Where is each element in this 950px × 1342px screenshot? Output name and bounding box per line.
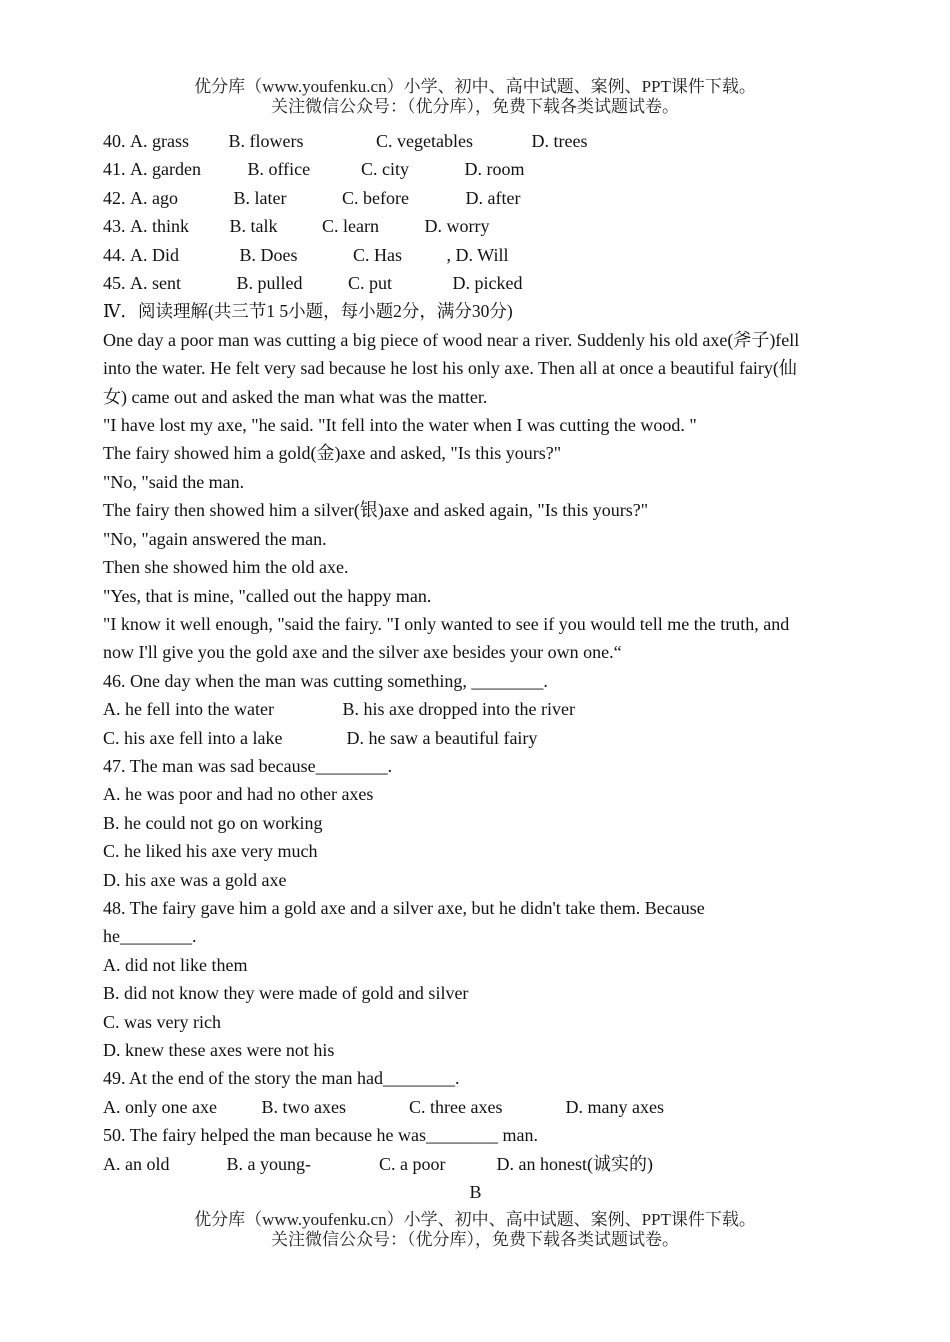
option-d: D. his axe was a gold axe [103, 869, 287, 890]
page-header [0, 77, 950, 117]
passage-line: 女) came out and asked the man what was the matter. [103, 386, 488, 407]
option-num: 44. [103, 244, 126, 265]
question-46-options-row1 [103, 695, 848, 723]
option-b: B. he could not go on working [103, 812, 323, 833]
passage-line: "No, "again answered the man. [103, 528, 327, 549]
question-49-options [103, 1093, 848, 1121]
option-c: C. put [348, 273, 393, 294]
question-46-stem: 46. One day when the man was cutting something, ________. [103, 670, 548, 691]
option-a: A. sent [130, 273, 181, 294]
option-num: 41. [103, 159, 126, 180]
option-d: D. knew these axes were not his [103, 1040, 335, 1060]
passage-line: now I'll give you the gold axe and the silver axe besides your own one.“ [103, 642, 622, 663]
option-a: A. garden [130, 159, 201, 180]
passage-line: One day a poor man was cutting a big piece of wood near a river. Suddenly his old axe(斧子)fell [103, 329, 800, 350]
option-num: 45. [103, 273, 126, 294]
option-b: B. did not know they were made of gold and silver [103, 983, 469, 1004]
header-line-1: 优分库（www.youfenku.cn）小学、初中、高中试题、案例、PPT课件下载。 [194, 77, 756, 96]
question-48-stem-cont: he________. [103, 926, 197, 947]
cloze-row-43 [103, 212, 848, 240]
option-b: B. Does [239, 244, 298, 265]
option-a: A. think [130, 216, 190, 237]
option-a: A. Did [130, 244, 179, 265]
cloze-row-40 [103, 127, 848, 155]
option-d: D. room [464, 159, 525, 180]
option-a: A. he fell into the water [103, 699, 274, 720]
cloze-row-45 [103, 269, 848, 297]
option-b: B. office [247, 159, 311, 180]
option-d: D. he saw a beautiful fairy [346, 727, 538, 748]
question-46-options-row2 [103, 724, 848, 752]
option-c: C. a poor [379, 1153, 446, 1174]
question-50-options [103, 1150, 848, 1178]
cloze-row-42 [103, 184, 848, 212]
option-c: C. was very rich [103, 1011, 221, 1032]
option-a: A. ago [130, 187, 178, 208]
option-c: C. vegetables [376, 131, 473, 151]
option-a: A. an old [103, 1153, 170, 1174]
passage-line: The fairy then showed him a silver(银)axe and asked again, "Is this yours?" [103, 500, 649, 521]
option-b: B. flowers [228, 131, 304, 151]
option-d: D. trees [531, 131, 588, 151]
option-d: D. picked [452, 273, 523, 294]
passage-line: The fairy showed him a gold(金)axe and asked, "Is this yours?" [103, 443, 562, 464]
option-a: A. only one axe [103, 1096, 217, 1117]
option-a: A. grass [130, 131, 189, 151]
cloze-row-41 [103, 155, 848, 183]
passage-line: "I know it well enough, "said the fairy. "I only wanted to see if you would tell me the truth, and [103, 613, 790, 634]
passage-line: Then she showed him the old axe. [103, 557, 349, 578]
option-c: C. his axe fell into a lake [103, 727, 283, 748]
option-d: D. an honest(诚实的) [496, 1153, 653, 1174]
option-a: A. did not like them [103, 954, 248, 975]
question-47-stem: 47. The man was sad because________. [103, 755, 393, 776]
option-c: C. city [361, 159, 409, 180]
option-b: B. talk [229, 216, 278, 237]
header-line-2: 关注微信公众号：（优分库），免费下载各类试题试卷。 [271, 97, 679, 116]
option-d: D. many axes [565, 1096, 664, 1117]
option-c: C. three axes [409, 1096, 503, 1117]
section-title: Ⅳ．阅读理解(共三节1 5小题，每小题2分，满分30分) [103, 301, 513, 322]
option-num: 43. [103, 216, 126, 237]
option-c: C. he liked his axe very much [103, 841, 318, 862]
option-b: B. two axes [261, 1096, 346, 1117]
option-num: 42. [103, 187, 126, 208]
footer-line-2: 关注微信公众号：（优分库），免费下载各类试题试卷。 [271, 1230, 679, 1249]
passage-line: "Yes, that is mine, "called out the happy man. [103, 585, 432, 606]
passage-line: "No, "said the man. [103, 471, 245, 492]
option-b: B. his axe dropped into the river [342, 699, 575, 720]
footer-line-1: 优分库（www.youfenku.cn）小学、初中、高中试题、案例、PPT课件下载。 [194, 1210, 756, 1229]
page-footer [0, 1210, 950, 1250]
document-body [103, 127, 848, 1206]
option-b: B. later [233, 187, 287, 208]
cloze-row-44 [103, 241, 848, 269]
question-49-stem: 49. At the end of the story the man had________. [103, 1068, 460, 1089]
option-c: C. before [342, 187, 409, 208]
option-d: D. after [465, 187, 521, 208]
option-c: C. learn [322, 216, 379, 237]
option-c: C. Has [353, 244, 402, 265]
option-b: B. pulled [236, 273, 303, 294]
question-48-stem: 48. The fairy gave him a gold axe and a silver axe, but he didn't take them. Because [103, 897, 705, 918]
option-b: B. a young- [226, 1153, 311, 1174]
option-a: A. he was poor and had no other axes [103, 784, 374, 805]
option-d: , D. Will [446, 244, 509, 265]
option-d: D. worry [424, 216, 490, 237]
passage-line: "I have lost my axe, "he said. "It fell into the water when I was cutting the wood. " [103, 415, 697, 436]
passage-line: into the water. He felt very sad because he lost his only axe. Then all at once a beautiful fairy(仙 [103, 358, 797, 379]
question-50-stem: 50. The fairy helped the man because he was________ man. [103, 1125, 539, 1146]
section-b-heading: B [469, 1182, 482, 1203]
option-num: 40. [103, 131, 126, 151]
